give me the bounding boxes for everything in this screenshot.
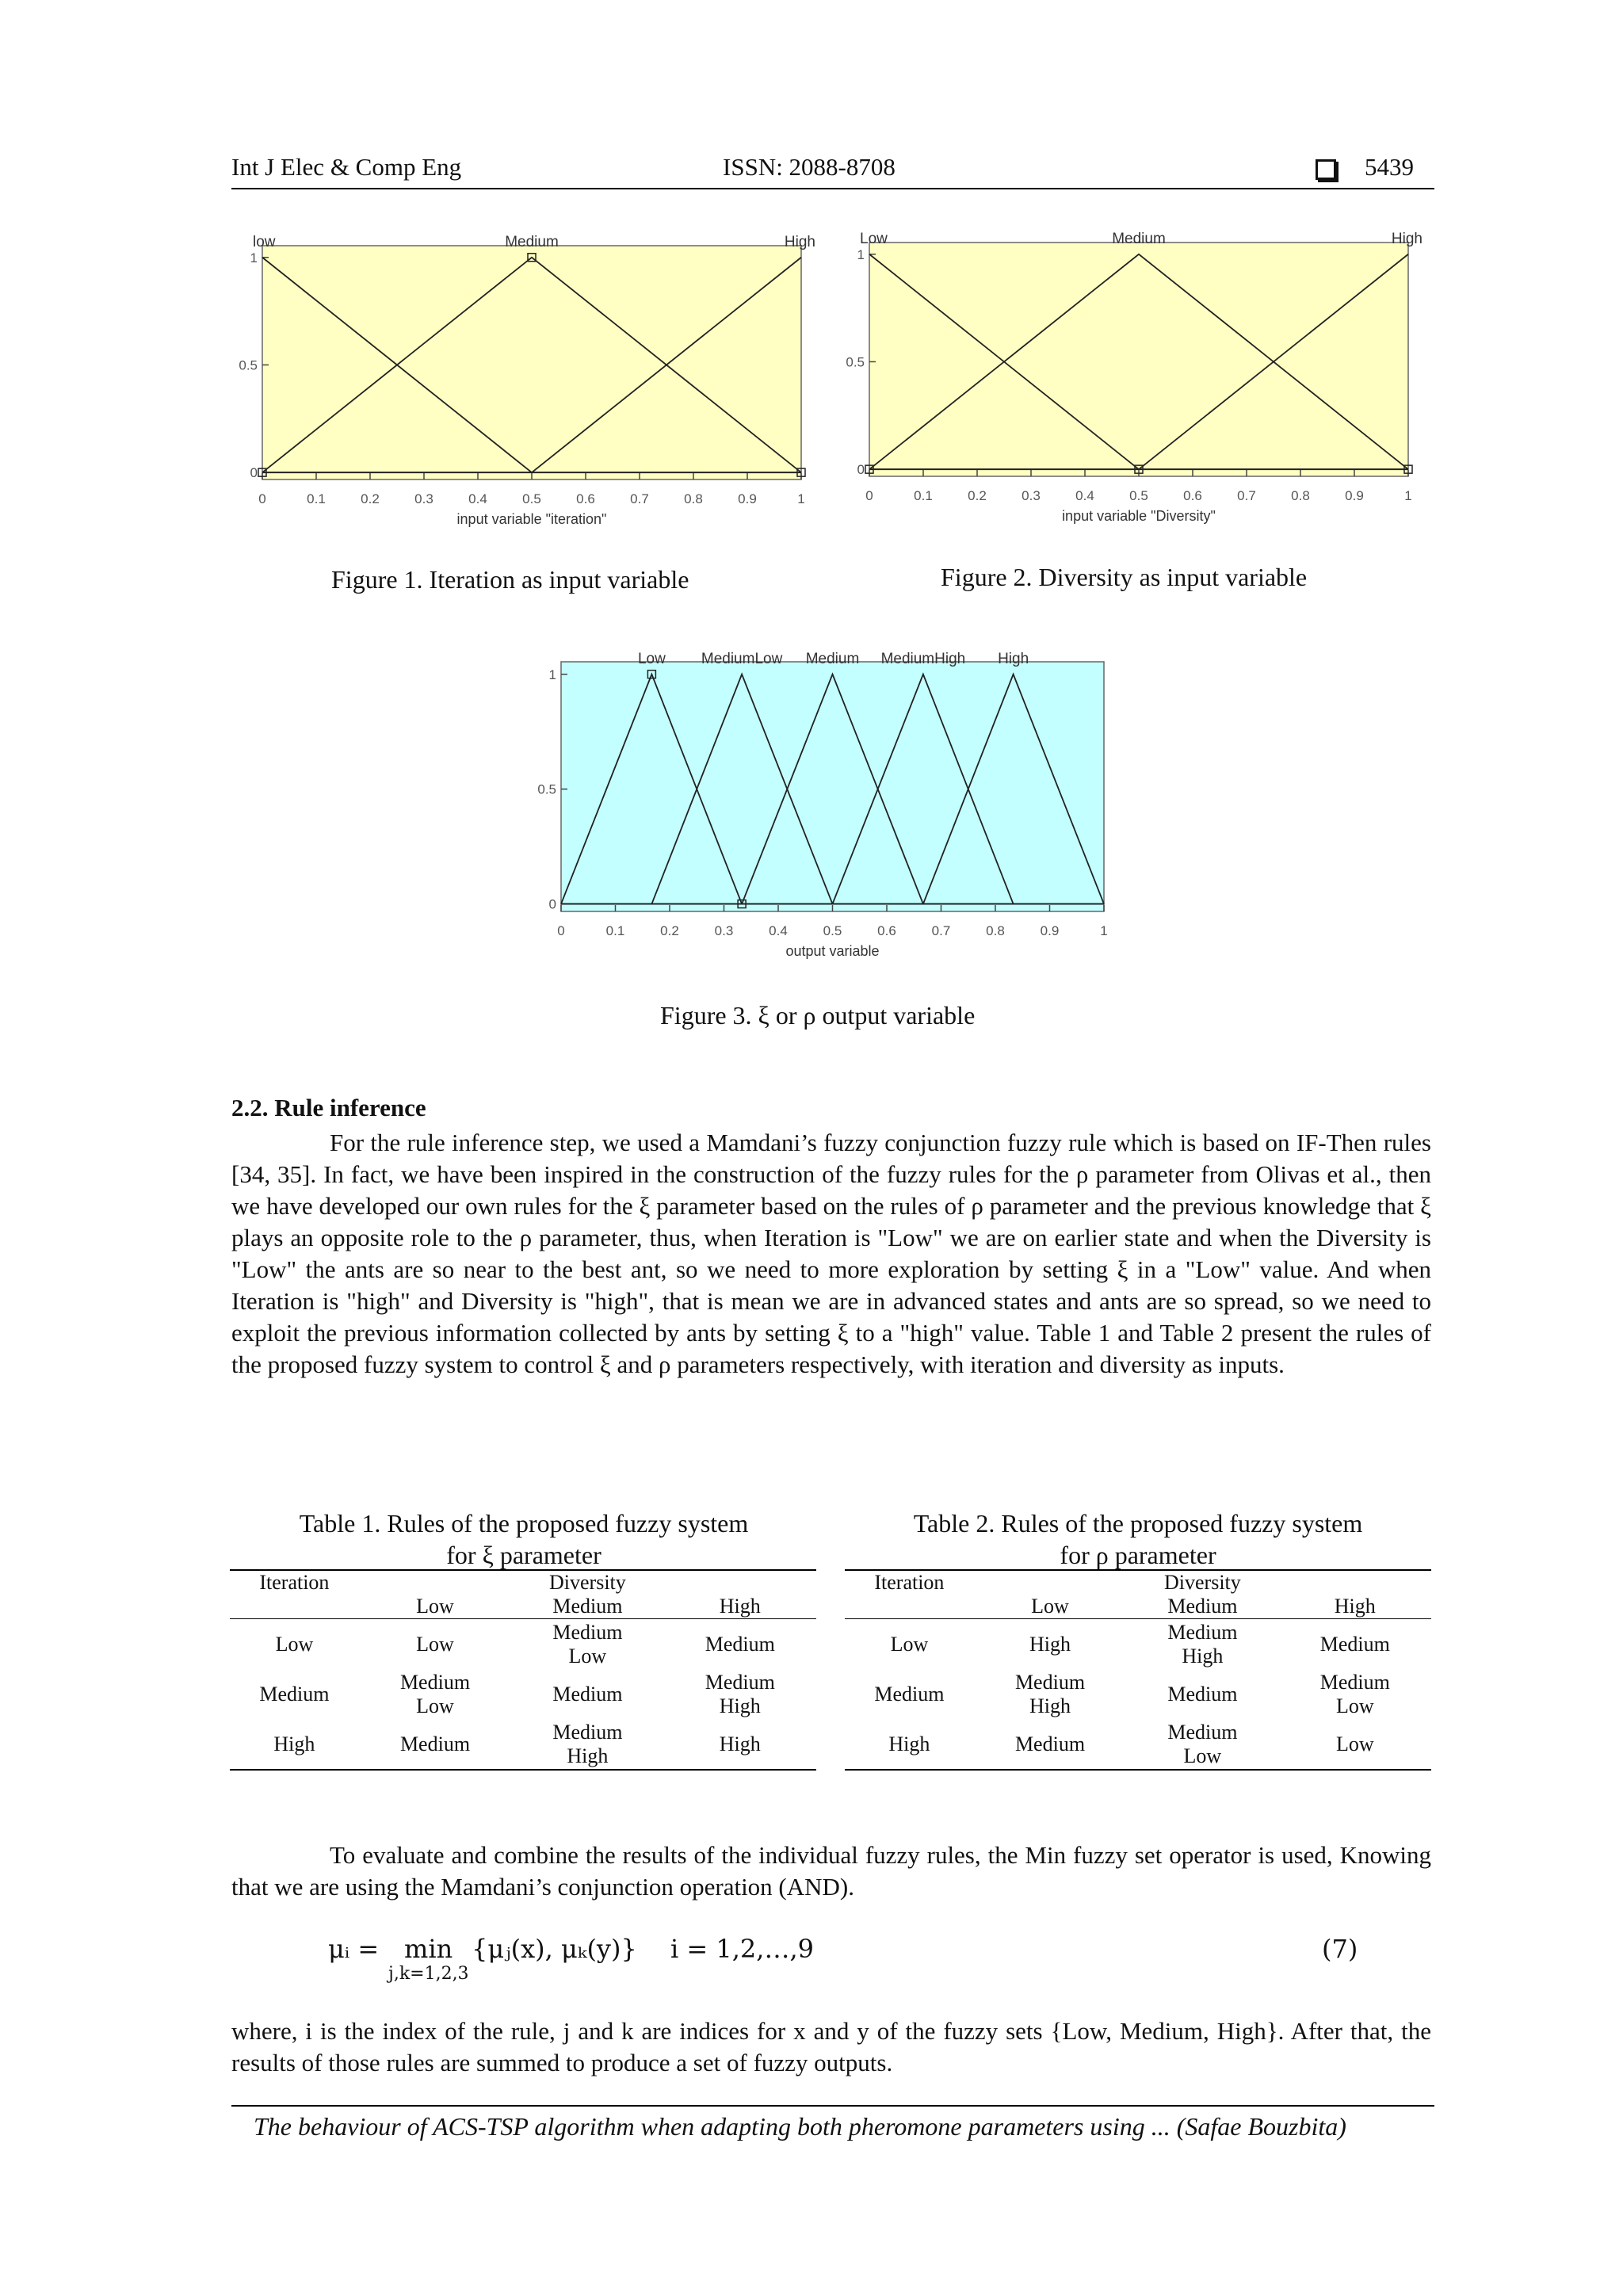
y-tick-label: 0.5 xyxy=(537,781,556,797)
x-tick-label: 1 xyxy=(1100,923,1108,938)
equation-body: {μⱼ(x), μₖ(y)} xyxy=(472,1934,637,1964)
x-tick-label: 0 xyxy=(557,923,565,938)
figure-2-chart xyxy=(834,219,1444,532)
y-tick-label: 0 xyxy=(857,462,865,478)
x-tick-label: 0.6 xyxy=(576,491,595,506)
x-tick-label: 0.1 xyxy=(307,491,326,506)
y-tick-label: 0 xyxy=(250,465,258,481)
table-2-caption xyxy=(845,1507,1431,1571)
table-cell: High xyxy=(664,1719,816,1770)
table-cell: Medium xyxy=(359,1719,511,1770)
table-cell: Medium Low xyxy=(511,1619,663,1670)
equation-op: min xyxy=(404,1934,453,1964)
y-tick-label: 1 xyxy=(857,246,865,262)
issn: ISSN: 2088-8708 xyxy=(723,153,896,181)
mf-label-medium: Medium xyxy=(505,233,559,250)
mf-label-low: Low xyxy=(860,230,888,247)
table-cell: Low xyxy=(359,1619,511,1670)
section-heading: 2.2. Rule inference xyxy=(231,1094,426,1121)
x-tick-label: 0 xyxy=(865,488,873,503)
table-cell: Medium xyxy=(664,1619,816,1670)
plot-background xyxy=(869,243,1408,476)
table-row-label: Medium xyxy=(874,1682,945,1706)
x-tick-label: 1 xyxy=(1404,488,1412,503)
x-tick-label: 0.7 xyxy=(931,923,951,938)
y-tick-label: 1 xyxy=(250,250,258,266)
figure-2-caption: Figure 2. Diversity as input variable xyxy=(941,563,1308,591)
equation-number: (7) xyxy=(1322,1934,1358,1964)
table-row-label: Low xyxy=(230,1619,359,1670)
x-tick-label: 0.3 xyxy=(714,923,734,938)
x-axis-label: output variable xyxy=(785,943,880,959)
table-2-caption-line1: Table 2. Rules of the proposed fuzzy system xyxy=(913,1509,1363,1538)
x-tick-label: 0.3 xyxy=(1022,488,1041,503)
table-2 xyxy=(845,1569,1431,1771)
x-tick-label: 0.9 xyxy=(1345,488,1364,503)
min-operator-text: To evaluate and combine the results of the individual fuzzy rules, the Min fuzzy set operator is used, Knowing that we are using the Mamdani’s conjunction operation (AND). xyxy=(231,1841,1431,1901)
x-tick-label: 0.6 xyxy=(1183,488,1202,503)
x-tick-label: 0.2 xyxy=(968,488,987,503)
mf-label-low: low xyxy=(253,233,276,250)
table-row-label: High xyxy=(845,1719,974,1770)
table-row xyxy=(845,1719,1431,1770)
table-empty-cell xyxy=(845,1595,974,1619)
mf-label-high: High xyxy=(998,650,1029,667)
closing-text: where, i is the index of the rule, j and k are indices for x and y of the fuzzy sets {Low, Medium, High}. After that, the results of those rules are summed to produce a set of fuzzy outputs. xyxy=(231,2017,1431,2076)
table-row xyxy=(230,1669,816,1719)
table-group-header: Diversity xyxy=(974,1570,1431,1595)
x-tick-label: 0.5 xyxy=(522,491,541,506)
header-rule xyxy=(231,188,1434,189)
x-tick-label: 0.6 xyxy=(877,923,896,938)
x-tick-label: 0.8 xyxy=(684,491,703,506)
table-cell: Medium Low xyxy=(1126,1719,1278,1770)
x-tick-label: 0.7 xyxy=(1237,488,1256,503)
footer-text: The behaviour of ACS-TSP algorithm when adapting both pheromone parameters using ... (Safae Bouzbita) xyxy=(254,2112,1346,2141)
x-tick-label: 0.4 xyxy=(1075,488,1094,503)
x-tick-label: 0.5 xyxy=(1129,488,1148,503)
x-tick-label: 0.9 xyxy=(1040,923,1060,938)
x-tick-label: 0.8 xyxy=(1291,488,1310,503)
x-tick-label: 0.1 xyxy=(914,488,933,503)
table-row-label: Low xyxy=(845,1619,974,1670)
footer-rule xyxy=(231,2105,1434,2107)
table-row xyxy=(230,1719,816,1770)
table-row xyxy=(845,1669,1431,1719)
table-cell: Medium xyxy=(1167,1682,1238,1706)
table-cell: Low xyxy=(1279,1719,1431,1770)
x-tick-label: 0.3 xyxy=(414,491,433,506)
journal-name: Int J Elec & Comp Eng xyxy=(231,153,462,181)
equation-lhs: μᵢ = xyxy=(328,1934,380,1964)
x-tick-label: 1 xyxy=(797,491,805,506)
y-tick-label: 0 xyxy=(548,896,556,912)
table-2-caption-line2: for ρ parameter xyxy=(1060,1541,1216,1569)
x-tick-label: 0.4 xyxy=(468,491,487,506)
figure-3-chart xyxy=(523,650,1133,971)
table-corner: Iteration xyxy=(845,1570,974,1595)
table-group-header: Diversity xyxy=(359,1570,816,1595)
table-1-caption xyxy=(231,1507,816,1571)
figure-3-caption: Figure 3. ξ or ρ output variable xyxy=(660,1001,976,1030)
table-1-caption-line1: Table 1. Rules of the proposed fuzzy system xyxy=(299,1509,749,1538)
page-number-block xyxy=(1316,153,1414,181)
table-cell: Medium xyxy=(552,1682,623,1706)
table-col-header: Medium xyxy=(552,1595,623,1618)
x-tick-label: 0.7 xyxy=(630,491,649,506)
table-cell: Medium Low xyxy=(399,1670,471,1717)
mf-label-medium: Medium xyxy=(805,650,860,667)
x-tick-label: 0.2 xyxy=(660,923,679,938)
page-number: 5439 xyxy=(1365,153,1414,181)
table-cell: Medium xyxy=(974,1719,1126,1770)
y-tick-label: 1 xyxy=(548,667,556,682)
after-tables-paragraph xyxy=(231,1839,1431,1903)
table-row-label: High xyxy=(230,1719,359,1770)
y-tick-label: 0.5 xyxy=(239,357,258,373)
mf-label-mediumlow: MediumLow xyxy=(701,650,783,667)
x-tick-label: 0 xyxy=(258,491,266,506)
mf-label-mediumhigh: MediumHigh xyxy=(880,650,966,667)
x-tick-label: 0.5 xyxy=(823,923,842,938)
x-tick-label: 0.2 xyxy=(361,491,380,506)
x-axis-label: input variable "Diversity" xyxy=(1062,508,1216,524)
x-tick-label: 0.8 xyxy=(986,923,1005,938)
table-cell: High xyxy=(974,1619,1126,1670)
x-tick-label: 0.9 xyxy=(738,491,757,506)
plot-background xyxy=(262,246,801,479)
table-cell: Medium xyxy=(1279,1619,1431,1670)
table-cell: Medium High xyxy=(1014,1670,1086,1717)
equation-subscript: j,k=1,2,3 xyxy=(388,1964,469,1984)
mf-label-high: High xyxy=(784,233,815,250)
x-tick-label: 0.4 xyxy=(769,923,788,938)
section-paragraph xyxy=(231,1127,1431,1381)
table-1 xyxy=(230,1569,816,1771)
table-corner: Iteration xyxy=(230,1570,359,1595)
table-row-label: Medium xyxy=(259,1682,330,1706)
table-col-header: Low xyxy=(416,1595,454,1618)
rule-inference-paragraph: For the rule inference step, we used a Mamdani’s fuzzy conjunction fuzzy rule which is based on IF-Then rules [34, 35]. In fact, we have been inspired in the construction of the fuzzy rules for the ρ parameter from Olivas et al., then we have developed our own rules for the ξ parameter based on the rules of ρ parameter and the previous knowledge that ξ plays an opposite role to the ρ parameter, thus, when Iteration is "Low" we are on earlier state and when the Diversity is "Low" the ants are so near to the best ant, so we need to more exploration by setting ξ in a "Low" value. And when Iteration is "high" and Diversity is "high", that is mean we are in advanced states and ants are so spread, so we need to exploit the previous information collected by ants by setting ξ to a "high" value. Table 1 and Table 2 present the rules of the proposed fuzzy system to control ξ and ρ parameters respectively, with iteration and diversity as inputs. xyxy=(231,1129,1431,1378)
x-tick-label: 0.1 xyxy=(605,923,625,938)
table-empty-cell xyxy=(230,1595,359,1619)
table-col-header: Low xyxy=(1031,1595,1069,1618)
table-1-caption-line2: for ξ parameter xyxy=(446,1541,601,1569)
mf-label-high: High xyxy=(1391,230,1423,247)
table-col-header: High xyxy=(719,1595,761,1618)
table-cell: Medium High xyxy=(511,1719,663,1770)
equation-range: i = 1,2,…,9 xyxy=(670,1934,814,1964)
mf-label-medium: Medium xyxy=(1112,230,1166,247)
table-row xyxy=(230,1619,816,1670)
y-tick-label: 0.5 xyxy=(846,354,865,370)
square-bullet-icon xyxy=(1316,159,1336,180)
table-cell: Medium High xyxy=(1126,1619,1278,1670)
figure-1-chart xyxy=(227,222,837,535)
table-col-header: Medium xyxy=(1167,1595,1238,1618)
table-cell: Medium Low xyxy=(1319,1670,1390,1717)
table-col-header: High xyxy=(1334,1595,1376,1618)
x-axis-label: input variable "iteration" xyxy=(456,511,607,527)
mf-label-low: Low xyxy=(637,650,666,667)
figure-1-caption: Figure 1. Iteration as input variable xyxy=(331,565,689,594)
table-row xyxy=(845,1619,1431,1670)
closing-paragraph xyxy=(231,2015,1431,2079)
table-cell: Medium High xyxy=(705,1670,775,1717)
